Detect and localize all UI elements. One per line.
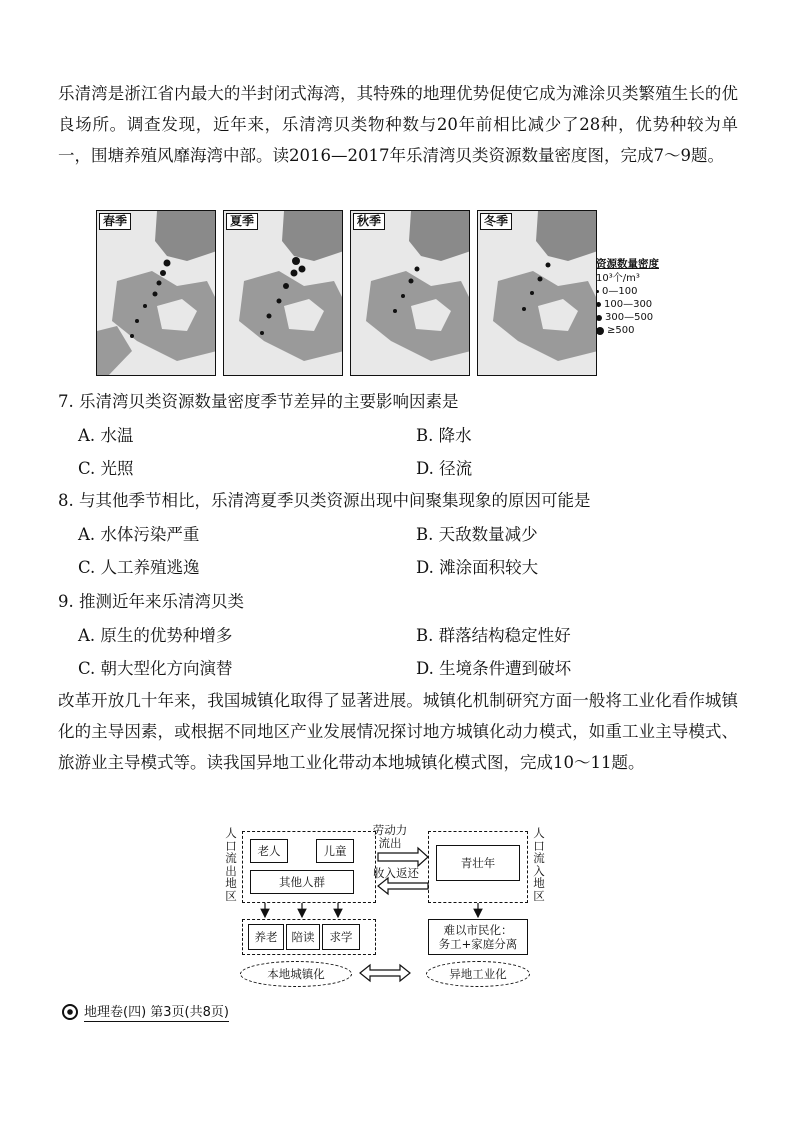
children-box: 儿童 — [316, 839, 354, 863]
difficulty-box — [428, 919, 528, 955]
q9-option-b[interactable]: B. 群落结构稳定性好 — [416, 626, 571, 645]
legend-item-3: 300—500 — [596, 311, 659, 324]
question-8-stem: 8. 与其他季节相比，乐清湾夏季贝类资源出现中间聚集现象的原因可能是 — [58, 491, 591, 510]
right-region-label: 人口流入地区 — [533, 826, 545, 903]
care-box: 养老 — [248, 924, 284, 950]
difficulty-line-1: 难以市民化： — [443, 923, 513, 937]
elderly-box: 老人 — [250, 839, 288, 863]
q8-option-c[interactable]: C. 人工养殖逃逸 — [78, 558, 200, 577]
footer-circle-icon — [62, 1004, 78, 1020]
income-back-label: 收入返还 — [373, 866, 419, 880]
map-summer — [223, 210, 343, 376]
question-7-stem: 7. 乐清湾贝类资源数量密度季节差异的主要影响因素是 — [58, 392, 459, 411]
legend-unit: 10³个/m³ — [596, 273, 640, 284]
labor-out-label: 劳动力流出 — [372, 823, 408, 850]
map-autumn — [350, 210, 470, 376]
q8-option-d[interactable]: D. 滩涂面积较大 — [416, 558, 539, 577]
q9-option-d[interactable]: D. 生境条件遭到破坏 — [416, 659, 572, 678]
map-label-summer: 夏季 — [226, 213, 258, 230]
legend-item-4: ≥500 — [596, 324, 659, 337]
intro-paragraph-2: 改革开放几十年来，我国城镇化取得了显著进展。城镇化机制研究方面一般将工业化看作城镇化的主导因素，或根据不同地区产业发展情况探讨地方城镇化动力模式，如重工业主导模式、旅游业主导模式等。读我国异地工业化带动本地城镇化模式图，完成10～11题。 — [58, 691, 738, 772]
left-region-label: 人口流出地区 — [225, 826, 237, 903]
remote-industrialization-oval: 异地工业化 — [426, 961, 530, 987]
q8-option-b[interactable]: B. 天敌数量减少 — [416, 525, 538, 544]
question-9-stem: 9. 推测近年来乐清湾贝类 — [58, 592, 244, 611]
q8-option-a[interactable]: A. 水体污染严重 — [78, 525, 200, 544]
legend-item-1: 0—100 — [596, 285, 659, 298]
map-label-autumn: 秋季 — [353, 213, 385, 230]
footer-text: 地理卷(四) 第3页(共8页) — [84, 1001, 229, 1022]
youth-box: 青壮年 — [436, 845, 520, 881]
legend-title: 资源数量密度 — [596, 258, 659, 270]
study-box: 求学 — [322, 924, 360, 950]
difficulty-line-2: 务工+家庭分离 — [438, 937, 518, 951]
intro-paragraph-1: 乐清湾是浙江省内最大的半封闭式海湾，其特殊的地理优势促使它成为滩涂贝类繁殖生长的优良场所。调查发现，近年来，乐清湾贝类物种数与20年前相比减少了28种，优势种较为单一，围塘养殖风靡海湾中部。读2016—2017年乐清湾贝类资源数量密度图，完成7～9题。 — [58, 84, 738, 165]
map-spring — [96, 210, 216, 376]
season-maps — [96, 210, 706, 382]
q9-option-c[interactable]: C. 朝大型化方向演替 — [78, 659, 233, 678]
q7-option-c[interactable]: C. 光照 — [78, 459, 134, 478]
q9-option-a[interactable]: A. 原生的优势种增多 — [78, 626, 233, 645]
others-box: 其他人群 — [250, 870, 354, 894]
map-label-spring: 春季 — [99, 213, 131, 230]
accompany-box: 陪读 — [286, 924, 320, 950]
q7-option-a[interactable]: A. 水温 — [78, 426, 134, 445]
q7-option-d[interactable]: D. 径流 — [416, 459, 473, 478]
local-urbanization-oval: 本地城镇化 — [240, 961, 352, 987]
page-footer — [62, 1001, 229, 1022]
map-label-winter: 冬季 — [480, 213, 512, 230]
urbanization-diagram — [220, 823, 550, 998]
map-winter — [477, 210, 597, 376]
density-legend — [596, 258, 659, 337]
q7-option-b[interactable]: B. 降水 — [416, 426, 472, 445]
legend-item-2: 100—300 — [596, 298, 659, 311]
